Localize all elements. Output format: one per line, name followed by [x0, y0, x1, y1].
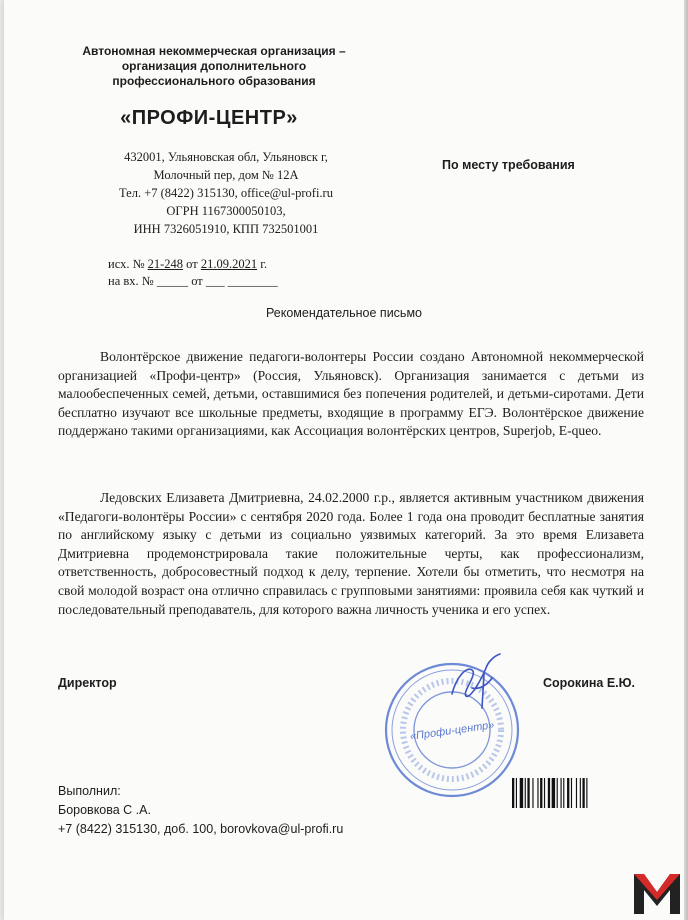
- barcode-bar: [537, 778, 538, 808]
- address-line: 432001, Ульяновская обл, Ульяновск г,: [124, 150, 328, 164]
- barcode-bar: [527, 778, 529, 808]
- barcode-bar: [544, 778, 545, 808]
- m-logo-icon: [632, 870, 682, 916]
- barcode-bar: [512, 778, 514, 808]
- out-number: 21-248: [147, 257, 184, 271]
- barcode-bar: [567, 778, 569, 808]
- barcode-bar: [548, 778, 550, 808]
- barcode-bar: [552, 778, 555, 808]
- performer-label: Выполнил:: [58, 784, 121, 798]
- barcode-bar: [532, 778, 533, 808]
- barcode: [512, 778, 636, 808]
- brand-name: «ПРОФИ-ЦЕНТР»: [120, 107, 298, 129]
- org-line: Автономная некоммерческая организация –: [82, 44, 346, 58]
- barcode-bar: [576, 778, 577, 808]
- out-date: 21.09.2021: [200, 257, 258, 271]
- organization-name: [64, 44, 364, 89]
- org-line: организация дополнительного: [121, 59, 307, 73]
- barcode-bar: [525, 778, 526, 808]
- incoming-reference: на вх. № _____ от ___ ________: [108, 274, 278, 288]
- out-from: от: [186, 257, 198, 271]
- out-prefix: исх. №: [108, 257, 145, 271]
- address-line: ИНН 7326051910, КПП 732501001: [133, 222, 319, 236]
- signature: [442, 648, 512, 718]
- body-paragraph-2: Ледовских Елизавета Дмитриевна, 24.02.2000 г.р., является активным участником движения «Педагоги-волонтёры России» с сентября 2020 года. Более 1 года она проводит бесплатные занятия по английскому языку с детьми из социально уязвимых категорий. За это время Елизавета Дмитриевна продемонстрировала такие положительные черты, как профессионализм, ответственность, добросовестный подход к делу, терпение. Хотели бы отметить, что несмотря на свой молодой возраст она отлично справилась с групповыми занятиями: проявила себя как чуткий и последовательный преподаватель, для которого важна личность ученика и его успех.: [58, 490, 644, 617]
- performer-block: [58, 782, 343, 839]
- performer-name: Боровкова С .А.: [58, 803, 151, 817]
- recipient: По месту требования: [442, 158, 575, 172]
- barcode-bar: [561, 778, 562, 808]
- address-block: [76, 148, 376, 238]
- director-title: Директор: [58, 676, 117, 690]
- barcode-bar: [582, 778, 584, 808]
- barcode-bar: [520, 778, 523, 808]
- reference-block: [108, 256, 278, 290]
- org-line: профессионального образования: [112, 74, 316, 88]
- signer-name: Сорокина Е.Ю.: [543, 676, 636, 690]
- barcode-bar: [580, 778, 581, 808]
- barcode-bar: [571, 778, 572, 808]
- address-line: Тел. +7 (8422) 315130, office@ul-profi.ru: [119, 186, 333, 200]
- outgoing-reference: [108, 256, 278, 273]
- barcode-bar: [557, 778, 558, 808]
- out-suffix: г.: [260, 257, 268, 271]
- barcode-bar: [586, 778, 587, 808]
- page-edge: [684, 0, 688, 920]
- stamp-center-text: «Профи-центр»: [409, 719, 496, 743]
- address-line: Молочный пер, дом № 12А: [153, 168, 299, 182]
- barcode-bar: [540, 778, 542, 808]
- letter-sheet: [4, 0, 684, 920]
- address-line: ОГРН 1167300050103,: [166, 204, 286, 218]
- barcode-bar: [516, 778, 517, 808]
- body-paragraph-1: Волонтёрское движение педагоги-волонтеры России создано Автономной некоммерческой организацией «Профи-центр» (Россия, Ульяновск). Организация занимается с детьми из малообеспеченных семей, детьми, оставшимися без попечения родителей, и детьми-сиротами. Дети бесплатно изучают все школьные предметы, входящие в программу ЕГЭ. Волонтёрское движение поддержано такими организациями, как Ассоциация волонтёрских центров, Superjob, E-queo.: [58, 349, 644, 439]
- document-title: Рекомендательное письмо: [266, 306, 422, 320]
- barcode-bar: [563, 778, 564, 808]
- performer-contact: +7 (8422) 315130, доб. 100, borovkova@ul-profi.ru: [58, 822, 344, 836]
